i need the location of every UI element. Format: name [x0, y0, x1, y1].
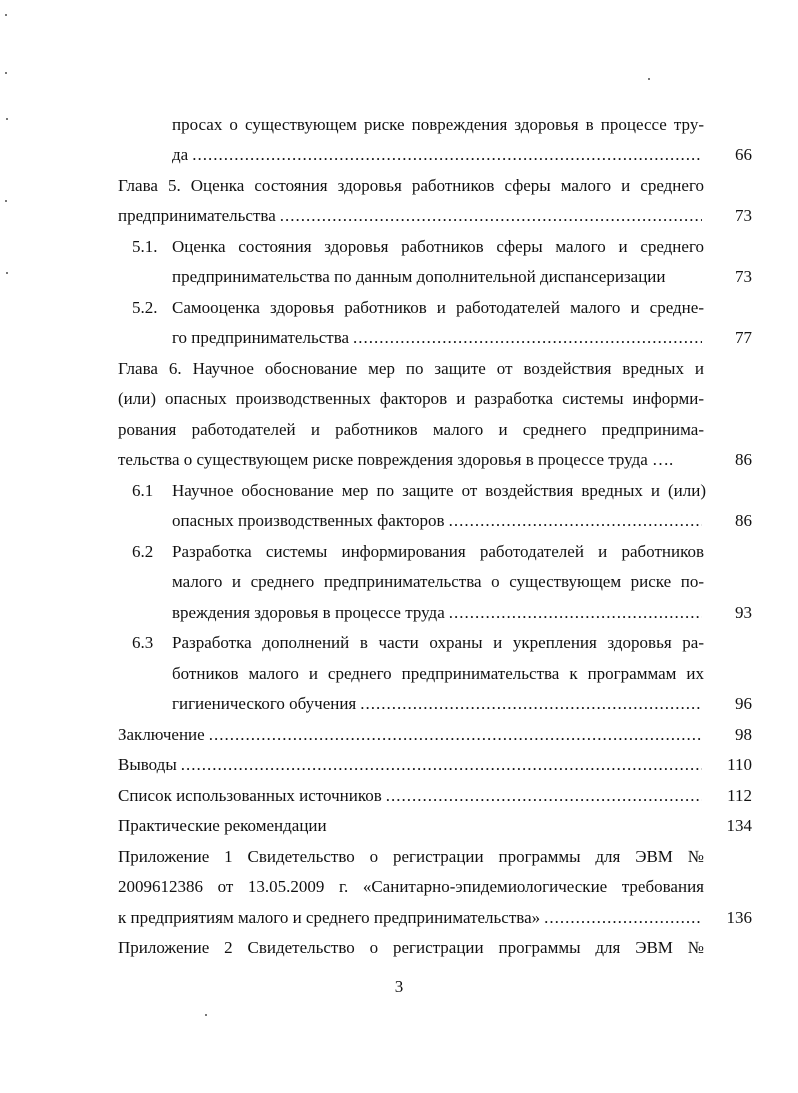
section-number: 5.1.: [132, 237, 158, 256]
scan-speck: [6, 118, 8, 120]
toc-line: [118, 786, 702, 806]
scan-speck: [648, 78, 650, 80]
toc-entry-text: к предприятиям малого и среднего предпринимательства»: [118, 908, 541, 927]
scan-speck: [5, 200, 7, 202]
toc-line: 2009612386 от 13.05.2009 г. «Санитарно-эпидемиологические требования: [118, 877, 704, 896]
toc-line: [172, 145, 702, 165]
toc-line: Научное обоснование мер по защите от воздействия вредных и (или): [172, 481, 706, 500]
toc-page-number: 110: [727, 755, 752, 774]
toc-line: Глава 6. Научное обоснование мер по защите от воздействия вредных и: [118, 359, 704, 378]
section-number: 5.2.: [132, 298, 158, 317]
toc-line: Оценка состояния здоровья работников сферы малого и среднего: [172, 237, 704, 256]
dot-leader: [181, 755, 702, 775]
toc-line: рования работодателей и работников малого и среднего предпринима-: [118, 420, 704, 439]
toc-entry-text: опасных производственных факторов: [172, 511, 445, 530]
dot-leader: [544, 908, 702, 928]
dot-leader: [192, 145, 702, 165]
toc-line: Разработка дополнений в части охраны и укрепления здоровья ра-: [172, 633, 704, 652]
section-number: 6.2: [132, 542, 154, 561]
toc-page-number: 96: [735, 694, 752, 713]
toc-page-number: 93: [735, 603, 752, 622]
toc-entry-text: предпринимательства: [118, 206, 276, 225]
toc-page-number: 112: [727, 786, 752, 805]
toc-page-number: 98: [735, 725, 752, 744]
toc-line: предпринимательства по данным дополнительной диспансеризации: [172, 267, 666, 286]
toc-entry-text: да: [172, 145, 189, 164]
toc-line: [172, 603, 702, 623]
toc-page-number: 77: [735, 328, 752, 347]
scan-speck: [6, 272, 8, 274]
toc-entry-text: го предпринимательства: [172, 328, 350, 347]
toc-page-number: 86: [735, 511, 752, 530]
dot-leader: [386, 786, 702, 806]
toc-line: [172, 511, 702, 531]
dot-leader: [209, 725, 702, 745]
toc-line: [118, 206, 702, 226]
toc-entry-text: Заключение: [118, 725, 205, 744]
toc-page-number: 136: [726, 908, 752, 927]
toc-line: Самооценка здоровья работников и работодателей малого и средне-: [172, 298, 704, 317]
dot-leader: [449, 603, 702, 623]
toc-line: Разработка системы информирования работодателей и работников: [172, 542, 704, 561]
dot-leader: [280, 206, 702, 226]
scan-speck: [205, 1014, 207, 1016]
dot-leader: [353, 328, 702, 348]
section-number: 6.3: [132, 633, 154, 652]
toc-page-number: 86: [735, 450, 752, 469]
toc-page-number: 134: [726, 816, 752, 835]
toc-line: (или) опасных производственных факторов и разработка системы информи-: [118, 389, 704, 408]
toc-line: Глава 5. Оценка состояния здоровья работников сферы малого и среднего: [118, 176, 704, 195]
toc-page-number: 66: [735, 145, 752, 164]
toc-line: просах о существующем риске повреждения здоровья в процессе тру-: [172, 115, 704, 134]
scan-speck: [5, 72, 7, 74]
toc-line: Практические рекомендации: [118, 816, 327, 835]
toc-line: тельства о существующем риске повреждения здоровья в процессе труда ….: [118, 450, 674, 469]
toc-entry-text: вреждения здоровья в процессе труда: [172, 603, 445, 622]
toc-entry-text: Выводы: [118, 755, 177, 774]
toc-entry-text: гигиенического обучения: [172, 694, 357, 713]
toc-page-number: 73: [735, 267, 752, 286]
toc-line: [118, 755, 702, 775]
toc-line: [172, 694, 702, 714]
toc-line: ботников малого и среднего предпринимательства к программам их: [172, 664, 704, 683]
toc-line: Приложение 2 Свидетельство о регистрации программы для ЭВМ №: [118, 938, 704, 957]
toc-line: [172, 328, 702, 348]
toc-page-number: 73: [735, 206, 752, 225]
toc-line: малого и среднего предпринимательства о существующем риске по-: [172, 572, 704, 591]
toc-entry-text: Список использованных источников: [118, 786, 382, 805]
toc-line: [118, 725, 702, 745]
dot-leader: [449, 511, 702, 531]
dot-leader: [360, 694, 702, 714]
section-number: 6.1: [132, 481, 154, 500]
scan-speck: [5, 14, 7, 16]
page-number: 3: [394, 977, 404, 996]
toc-line: [118, 908, 702, 928]
toc-line: Приложение 1 Свидетельство о регистрации программы для ЭВМ №: [118, 847, 704, 866]
